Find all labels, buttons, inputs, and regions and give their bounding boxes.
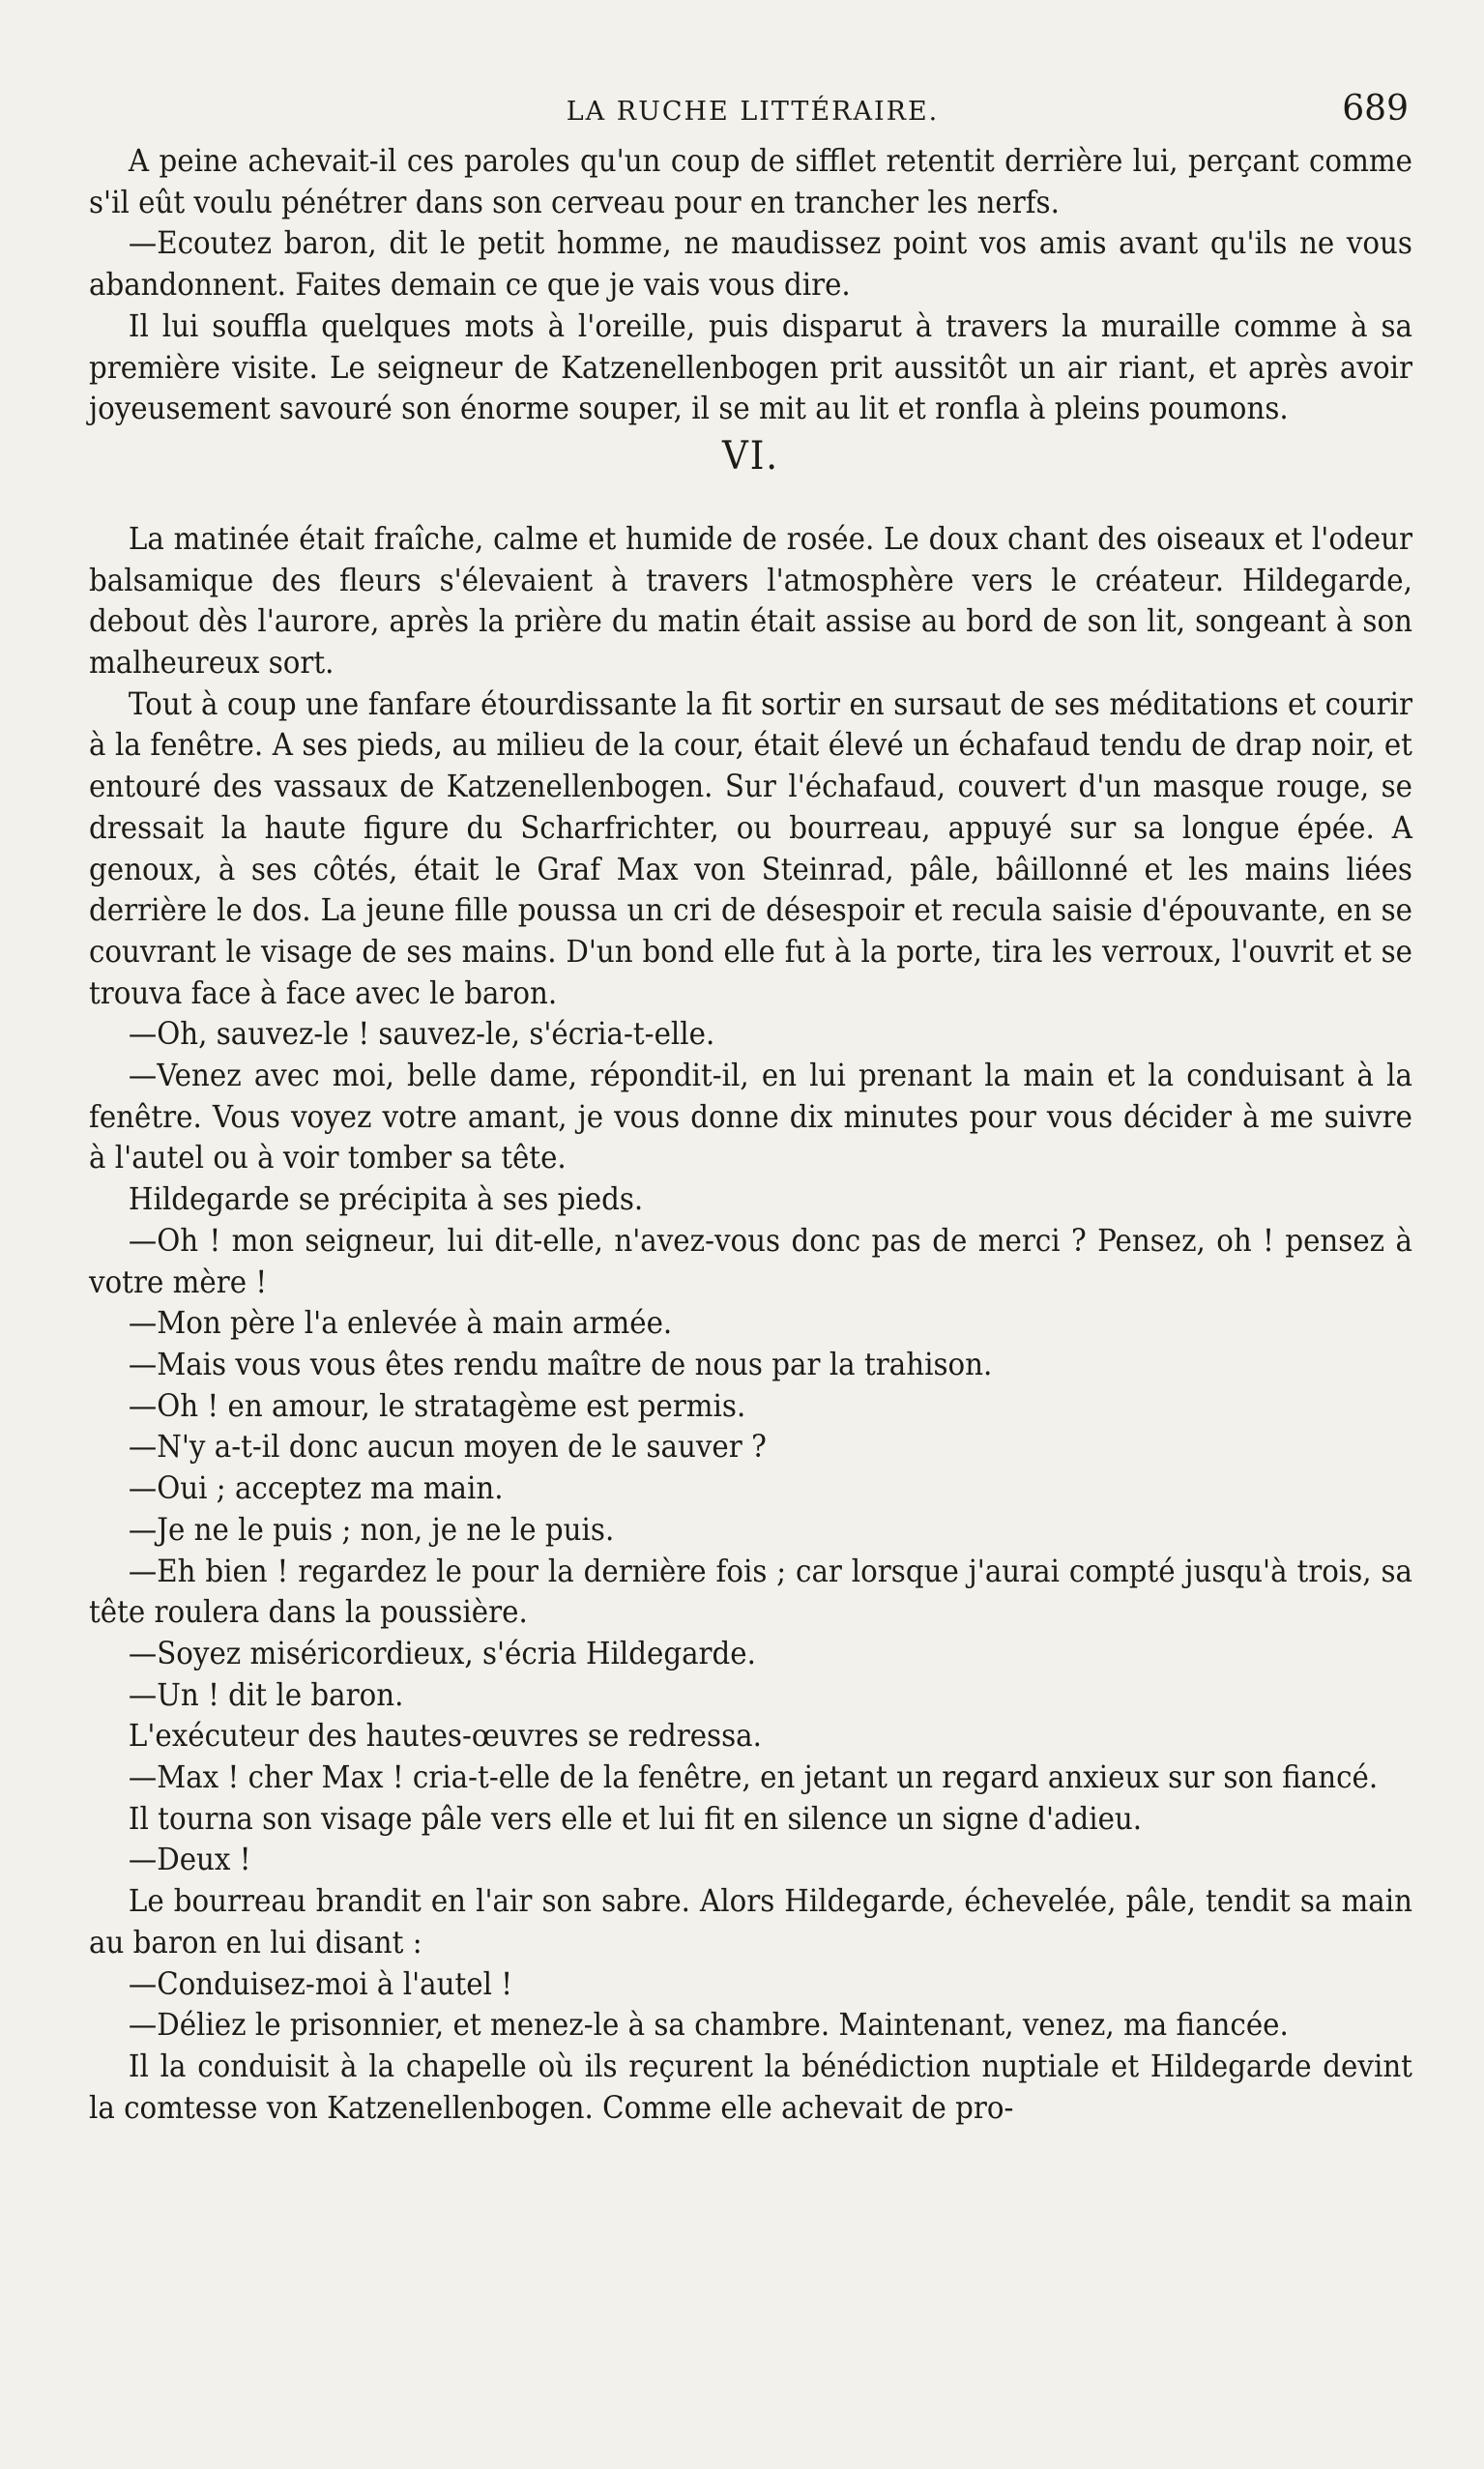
page-header	[89, 89, 1416, 141]
paragraph: Il la conduisit à la chapelle où ils reçurent la bénédiction nuptiale et Hildegarde devint la comtesse von Katzenellenbogen. Comme elle achevait de pro-	[89, 2048, 1412, 2126]
paragraph: —Eh bien ! regardez le pour la dernière fois ; car lorsque j'aurai compté jusqu'à trois, sa tête roulera dans la poussière.	[89, 1554, 1412, 1631]
body-text	[89, 141, 1412, 2129]
paragraph: —Max ! cher Max ! cria-t-elle de la fenêtre, en jetant un regard anxieux sur son fiancé.	[128, 1760, 1379, 1796]
paragraph: Il lui souffla quelques mots à l'oreille, puis disparut à travers la muraille comme à sa première visite. Le seigneur de Katzenellenbogen prit aussitôt un air riant, et après avoir joyeusement savouré son énorme souper, il se mit au lit et ronfla à pleins poumons.	[89, 308, 1412, 427]
paragraph: —Oh ! en amour, le stratagème est permis.	[128, 1388, 746, 1424]
paragraph: Le bourreau brandit en l'air son sabre. Alors Hildegarde, échevelée, pâle, tendit sa main au baron en lui disant :	[89, 1884, 1412, 1961]
paragraph: —Oh ! mon seigneur, lui dit-elle, n'avez-vous donc pas de merci ? Pensez, oh ! pensez à votre mère !	[89, 1223, 1412, 1300]
paragraph: —Ecoutez baron, dit le petit homme, ne maudissez point vos amis avant qu'ils ne vous abandonnent. Faites demain ce que je vais vous dire.	[89, 226, 1412, 304]
paragraph: —Un ! dit le baron.	[128, 1677, 404, 1713]
section-heading: VI.	[721, 433, 779, 479]
paragraph: —Déliez le prisonnier, et menez-le à sa chambre. Maintenant, venez, ma fiancée.	[128, 2008, 1289, 2044]
page-number: 689	[1342, 89, 1409, 129]
paragraph: L'exécuteur des hautes-œuvres se redressa.	[128, 1719, 762, 1755]
paragraph: —Venez avec moi, belle dame, répondit-il, en lui prenant la main et la conduisant à la fenêtre. Vous voyez votre amant, je vous donne dix minutes pour vous décider à me suivre à l'autel ou à voir tomber sa tête.	[89, 1059, 1412, 1176]
paragraph: Hildegarde se précipita à ses pieds.	[128, 1182, 644, 1218]
paragraph: —N'y a-t-il donc aucun moyen de le sauver ?	[128, 1430, 767, 1466]
paragraph: —Mais vous vous êtes rendu maître de nous par la trahison.	[128, 1347, 993, 1382]
paragraph: —Conduisez-moi à l'autel !	[128, 1966, 513, 2002]
paragraph: —Soyez miséricordieux, s'écria Hildegarde.	[128, 1636, 756, 1671]
paragraph: Tout à coup une fanfare étourdissante la fit sortir en sursaut de ses méditations et courir à la fenêtre. A ses pieds, au milieu de la cour, était élevé un échafaud tendu de drap noir, et entouré des vassaux de Katzenellenbogen. Sur l'échafaud, couvert d'un masque rouge, se dressait la haute figure du Scharfrichter, ou bourreau, appuyé sur sa longue épée. A genoux, à ses côtés, était le Graf Max von Steinrad, pâle, bâillonné et les mains liées derrière le dos. La jeune fille poussa un cri de désespoir et recula saisie d'épouvante, en se couvrant le visage de ses mains. D'un bond elle fut à la porte, tira les verroux, l'ouvrit et se trouva face à face avec le baron.	[89, 686, 1412, 1011]
paragraph: Il tourna son visage pâle vers elle et lui fit en silence un signe d'adieu.	[128, 1801, 1143, 1837]
paragraph: —Deux !	[128, 1843, 251, 1878]
paragraph: La matinée était fraîche, calme et humide de rosée. Le doux chant des oiseaux et l'odeur balsamique des fleurs s'élevaient à travers l'atmosphère vers le créateur. Hildegarde, debout dès l'aurore, après la prière du matin était assise au bord de son lit, songeant à son malheureux sort.	[89, 521, 1412, 682]
paragraph: A peine achevait-il ces paroles qu'un coup de sifflet retentit derrière lui, perçant comme s'il eût voulu pénétrer dans son cerveau pour en trancher les nerfs.	[89, 144, 1412, 220]
paragraph: —Oui ; acceptez ma main.	[128, 1471, 504, 1507]
running-title: LA RUCHE LITTÉRAIRE.	[566, 97, 940, 127]
paragraph: —Je ne le puis ; non, je ne le puis.	[128, 1512, 615, 1548]
paragraph: —Mon père l'a enlevée à main armée.	[128, 1306, 673, 1342]
paragraph: —Oh, sauvez-le ! sauvez-le, s'écria-t-elle.	[128, 1017, 715, 1053]
